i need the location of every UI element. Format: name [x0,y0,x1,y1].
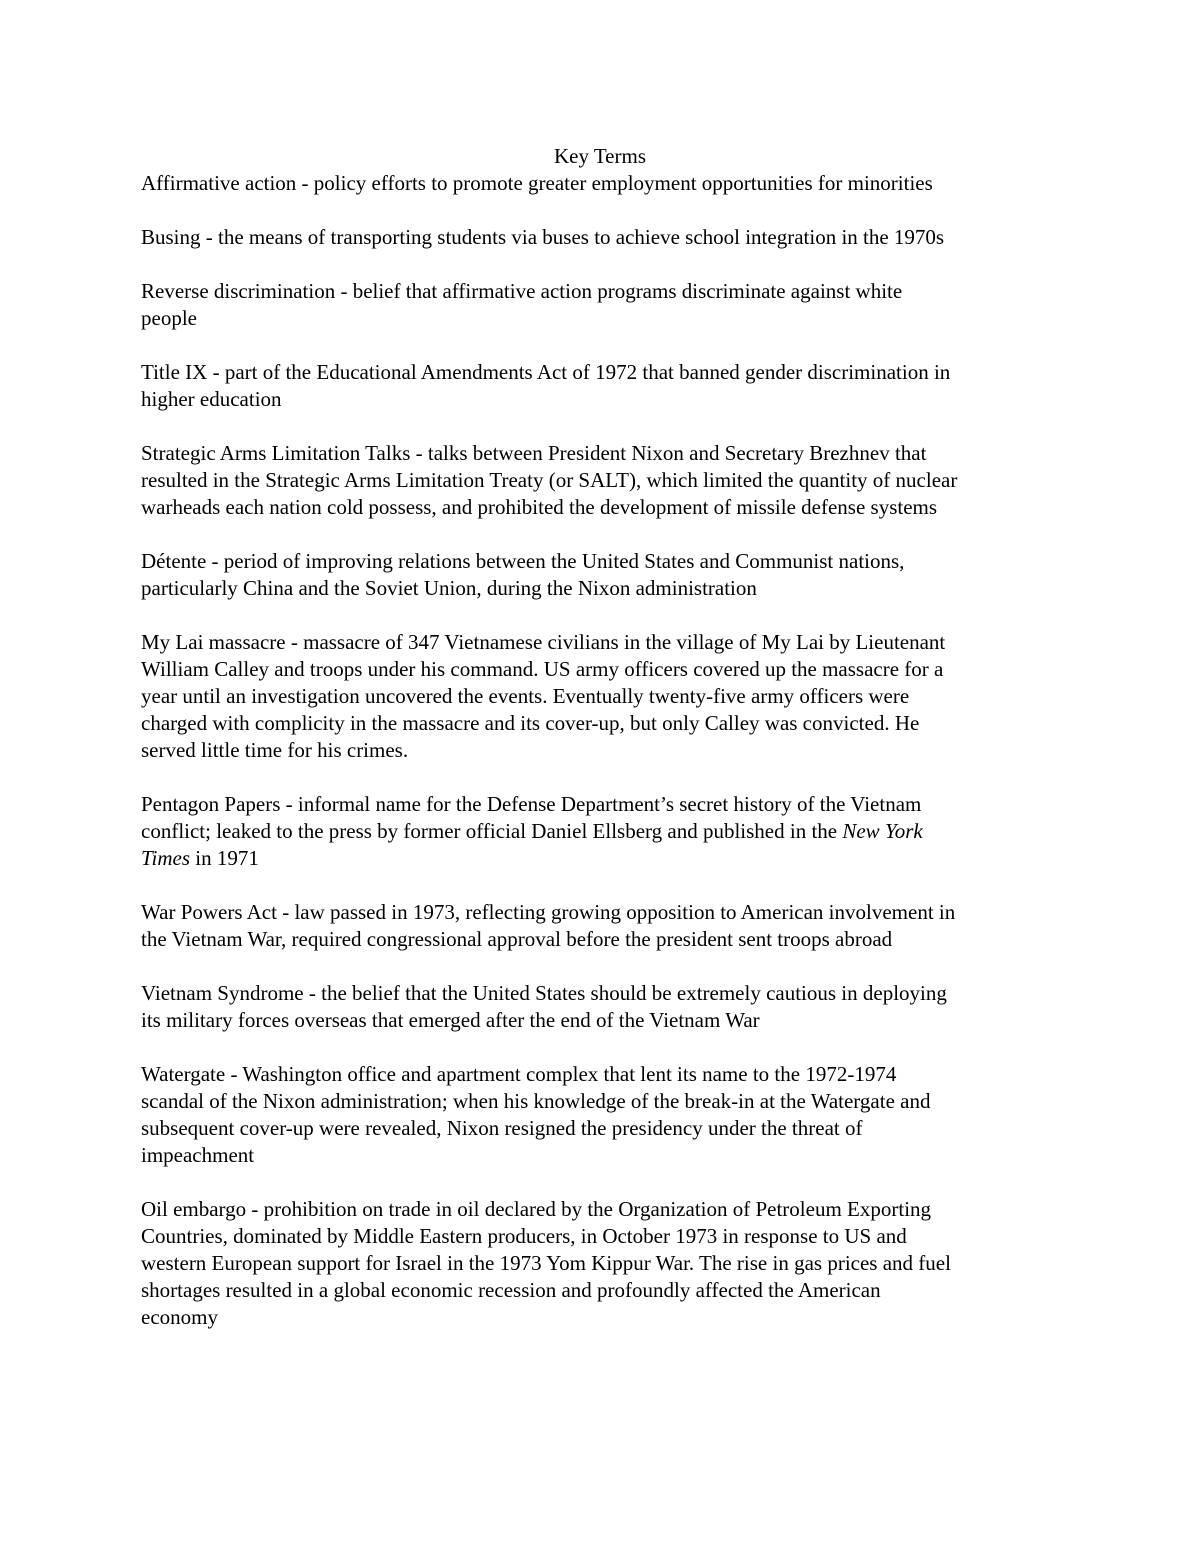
term-line: Times in 1971 [141,846,259,870]
term-line: people [141,306,197,330]
term-line: William Calley and troops under his command. US army officers covered up the massacre for a [141,657,944,681]
term-line: shortages resulted in a global economic recession and profoundly affected the American [141,1278,881,1302]
term-entry [141,980,1066,1034]
term-line: higher education [141,387,282,411]
term-line: resulted in the Strategic Arms Limitation Treaty (or SALT), which limited the quantity of nuclear [141,468,958,492]
term-line: My Lai massacre - massacre of 347 Vietnamese civilians in the village of My Lai by Lieutenant [141,630,946,654]
key-terms-list [141,170,1066,1358]
italic-title: Times [141,846,191,870]
document-title: Key Terms [553,144,647,168]
term-entry [141,1196,1066,1331]
term-entry [141,359,1066,413]
term-line: economy [141,1305,218,1329]
term-line: particularly China and the Soviet Union, during the Nixon administration [141,576,757,600]
term-line: the Vietnam War, required congressional approval before the president sent troops abroad [141,927,893,951]
term-line: Pentagon Papers - informal name for the Defense Department’s secret history of the Vietnam [141,792,922,816]
term-entry [141,278,1066,332]
italic-title: New York [842,819,923,843]
term-line: Affirmative action - policy efforts to promote greater employment opportunities for minorities [141,171,933,195]
term-line: subsequent cover-up were revealed, Nixon resigned the presidency under the threat of [141,1116,863,1140]
term-line: Strategic Arms Limitation Talks - talks between President Nixon and Secretary Brezhnev that [141,441,927,465]
term-line: scandal of the Nixon administration; when his knowledge of the break-in at the Watergate and [141,1089,931,1113]
term-line: impeachment [141,1143,255,1167]
term-line: War Powers Act - law passed in 1973, reflecting growing opposition to American involvement in [141,900,956,924]
term-line: Watergate - Washington office and apartment complex that lent its name to the 1972-1974 [141,1062,897,1086]
term-entry [141,440,1066,521]
term-entry [141,224,1066,251]
term-line: Title IX - part of the Educational Amendments Act of 1972 that banned gender discrimination in [141,360,951,384]
term-line: charged with complicity in the massacre and its cover-up, but only Calley was convicted. He [141,711,920,735]
term-line: Détente - period of improving relations between the United States and Communist nations, [141,549,905,573]
term-entry [141,1061,1066,1169]
term-line: its military forces overseas that emerged after the end of the Vietnam War [141,1008,760,1032]
term-line: served little time for his crimes. [141,738,409,762]
term-line: Vietnam Syndrome - the belief that the United States should be extremely cautious in deploying [141,981,947,1005]
term-line: western European support for Israel in the 1973 Yom Kippur War. The rise in gas prices and fuel [141,1251,951,1275]
term-line: warheads each nation cold possess, and prohibited the development of missile defense systems [141,495,938,519]
term-line: Reverse discrimination - belief that affirmative action programs discriminate against white [141,279,903,303]
term-entry [141,629,1066,764]
term-line: Oil embargo - prohibition on trade in oil declared by the Organization of Petroleum Exporting [141,1197,932,1221]
term-line: conflict; leaked to the press by former official Daniel Ellsberg and published in the New York [141,819,923,843]
term-line: year until an investigation uncovered the events. Eventually twenty-five army officers were [141,684,910,708]
term-line: Countries, dominated by Middle Eastern producers, in October 1973 in response to US and [141,1224,907,1248]
term-entry [141,170,1066,197]
term-line: Busing - the means of transporting students via buses to achieve school integration in the 1970s [141,225,945,249]
term-entry [141,548,1066,602]
term-entry [141,899,1066,953]
term-entry [141,791,1066,872]
